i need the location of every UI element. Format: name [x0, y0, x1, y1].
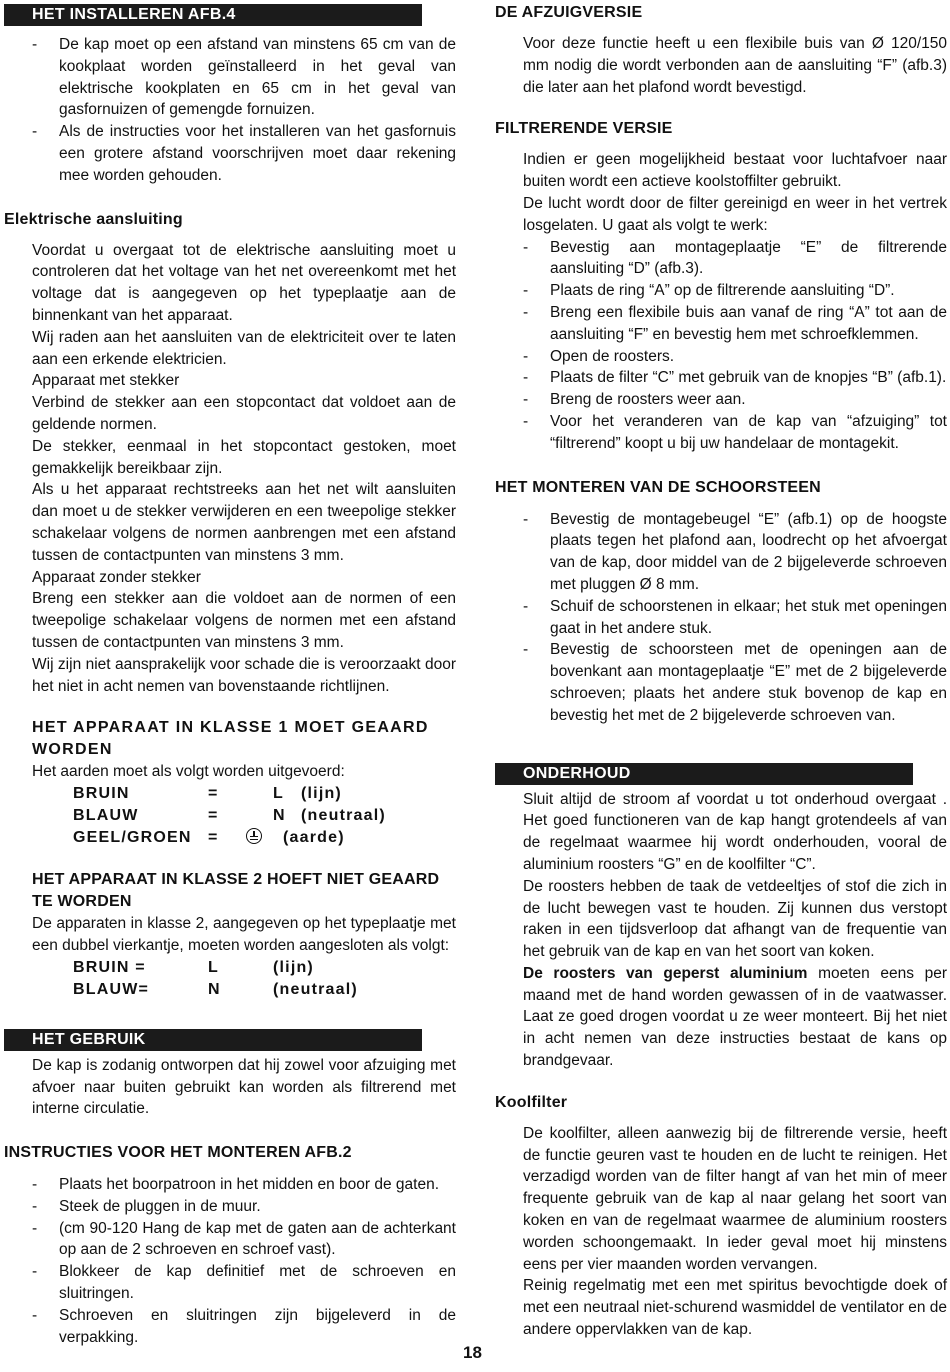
paragraph: Reinig regelmatig met een met spiritus bevochtigde doek of met een neutraal niet-schurend wasmiddel de ventilator en de andere oppervlakken van de kap.	[523, 1277, 947, 1339]
list-item: - De kap moet op een afstand van minstens 65 cm van de kookplaat worden geïnstalleerd in het geval van elektrische kookplaten en 65 cm in het geval van gasfornuizen of gemengde fornuizen.	[4, 34, 456, 121]
usage-heading: HET GEBRUIK	[4, 1029, 422, 1051]
paragraph: Apparaat zonder stekker	[32, 568, 201, 586]
right-column	[495, 0, 947, 1341]
list-item: - Steek de pluggen in de muur.	[4, 1196, 456, 1218]
maintenance-heading: ONDERHOUD	[495, 763, 913, 785]
filtering-heading: FILTRERENDE VERSIE	[495, 120, 673, 138]
bold-phrase: De roosters van geperst aluminium	[523, 964, 808, 982]
list-item: - Schuif de schoorstenen in elkaar; het stuk met openingen gaat in het andere stuk.	[495, 596, 947, 640]
list-item: - Bevestig aan montageplaatje “E” de filtrerende aansluiting “D” (afb.3).	[495, 237, 947, 281]
paragraph: Sluit altijd de stroom af voordat u tot onderhoud overgaat . Het goed functioneren van de kap hangt grotendeels af van de regelmaat waarmee hij wordt onderhouden, vooral de aluminium roosters “G” en de koolfilter “C”.	[523, 790, 947, 873]
paragraph: Als u het apparaat rechtstreeks aan het net wilt aansluiten dan moet u de stekker verwijderen en een tweepolige stekker schakelaar volgens de normen aanbrengen met een afstand tussen de contactpunten van minstens 3 mm.	[32, 481, 456, 564]
class2-table	[4, 957, 456, 1001]
table-row: BLAUW = N (neutraal)	[73, 807, 386, 825]
installing-list	[4, 34, 456, 187]
list-item: - Breng de roosters weer aan.	[495, 389, 947, 411]
usage-text: De kap is zodanig ontworpen dat hij zowel voor afzuiging met afvoer naar buiten gebruikt kan worden als filtrerend met interne circulatie.	[32, 1056, 456, 1118]
carbon-filter-heading: Koolfilter	[495, 1093, 568, 1111]
paragraph: De stekker, eenmaal in het stopcontact gestoken, moet gemakkelijk bereikbaar zijn.	[32, 437, 456, 477]
electrical-body	[4, 240, 456, 698]
carbon-filter-body	[495, 1123, 947, 1341]
list-item: - (cm 90-120 Hang de kap met de gaten aan de achterkant op aan de 2 schroeven en schroef vast).	[4, 1218, 456, 1262]
table-row: GEEL/GROEN = (aarde)	[73, 829, 345, 847]
paragraph: Voordat u overgaat tot de elektrische aansluiting moet u controleren dat het voltage van het net overeenkomt met het voltage dat is aangegeven op het typeplaatje aan de binnenkant van het apparaat.	[32, 241, 456, 324]
paragraph: De lucht wordt door de filter gereinigd en weer in het vertrek losgelaten. U gaat als volgt te werk:	[523, 194, 947, 234]
class2-section	[4, 869, 456, 1001]
table-row: BLAUW= N (neutraal)	[73, 980, 358, 998]
class2-heading: HET APPARAAT IN KLASSE 2 HOEFT NIET GEAARD TE WORDEN	[32, 871, 440, 911]
list-item: - Voor het veranderen van de kap van “afzuiging” tot “filtrerend” koopt u bij uw handelaar de montagekit.	[495, 411, 947, 455]
paragraph: Breng een stekker aan die voldoet aan de normen of een tweepolige schakelaar volgens de normen met een afstand tussen de contactpunten van minstens 3 mm.	[32, 590, 456, 651]
page-number: 18	[463, 1343, 482, 1362]
extraction-text: Voor deze functie heeft u een flexibile buis van Ø 120/150 mm nodig die wordt verbonden aan de aansluiting “F” (afb.3) die later aan het plafond wordt bevestigd.	[523, 35, 947, 96]
earth-ground-icon	[246, 828, 262, 844]
paragraph: De roosters hebben de taak de vetdeeltjes of stof die zich in de lucht bewegen vast te houden. Zij kunnen dus verstopt raken in een tijdsverloop dat afhangt van de frequentie van het gebruik van de kap en van het soort van koken.	[523, 877, 947, 961]
electrical-heading: Elektrische aansluiting	[4, 210, 183, 228]
installing-heading: HET INSTALLEREN AFB.4	[4, 4, 422, 26]
class1-table	[4, 783, 456, 849]
paragraph: De roosters van geperst aluminium moeten eens per maand met de hand worden gewassen of in de vaatwasser. Laat ze goed drogen voordat u ze weer monteert. Bij het niet in acht nemen van deze instructies bestaat de kans op brandgevaar.	[523, 964, 947, 1070]
table-row: BRUIN = L (lijn)	[73, 958, 314, 976]
table-row: BRUIN = L (lijn)	[73, 785, 342, 803]
list-item: - Schroeven en sluitringen zijn bijgeleverd in de verpakking.	[4, 1305, 456, 1349]
list-item: - Breng een flexibile buis aan vanaf de ring “A” tot aan de aansluiting “F” en bevestig hem met schroefklemmen.	[495, 302, 947, 346]
filtering-body	[495, 149, 947, 236]
list-item: - Bevestig de montagebeugel “E” (afb.1) op de hoogste plaats tegen het plafond aan, loodrecht op het afvoergat van de kap, door middel van de 2 bijgeleverde schroeven met pluggen Ø 8 mm.	[495, 509, 947, 596]
mounting-list	[4, 1174, 456, 1348]
list-item: - Bevestig de schoorsteen met de openingen aan de bovenkant aan montageplaatje “E” met de 2 bijgeleverde schroeven; plaats het andere stuk bovenop de kap en bevestig het met de 2 bijgeleverde schroeven van.	[495, 639, 947, 726]
chimney-list	[495, 509, 947, 727]
list-item: - Open de roosters.	[495, 346, 947, 368]
paragraph: Wij zijn niet aansprakelijk voor schade die is veroorzaakt door het niet in acht nemen van bovenstaande richtlijnen.	[32, 655, 456, 695]
filtering-list	[495, 237, 947, 455]
paragraph: Indien er geen mogelijkheid bestaat voor luchtafvoer naar buiten wordt een actieve koolstoffilter gebruikt.	[523, 151, 947, 191]
list-item: - Blokkeer de kap definitief met de schroeven en sluitringen.	[4, 1261, 456, 1305]
list-item: - Plaats het boorpatroon in het midden en boor de gaten.	[4, 1174, 456, 1196]
class1-section	[4, 717, 456, 849]
list-item: - Plaats de filter “C” met gebruik van de knopjes “B” (afb.1).	[495, 367, 947, 389]
maintenance-body	[495, 789, 947, 1072]
paragraph: Apparaat met stekker	[32, 372, 180, 390]
left-column	[4, 0, 456, 1348]
list-item: - Plaats de ring “A” op de filtrerende aansluiting “D”.	[495, 280, 947, 302]
paragraph: De koolfilter, alleen aanwezig bij de filtrerende versie, heeft de functie geuren vast te houden en de lucht te reinigen. Het verzadigd worden van de filter hangt af van het min of meer frequente gebruik van de kap al naar gelang het soort van koken en van de regelmaat waarmee de aluminium roosters worden schoongemaakt. In ieder geval moet hij minstens eens per vier maanden worden vervangen.	[523, 1124, 947, 1273]
mounting-heading: INSTRUCTIES VOOR HET MONTEREN AFB.2	[4, 1144, 352, 1162]
class1-intro: Het aarden moet als volgt worden uitgevoerd:	[32, 763, 345, 781]
extraction-heading: DE AFZUIGVERSIE	[495, 4, 643, 21]
class2-intro: De apparaten in klasse 2, aangegeven op het typeplaatje met een dubbel vierkantje, moeten worden aangesloten als volgt:	[32, 915, 456, 954]
chimney-heading: HET MONTEREN VAN DE SCHOORSTEEN	[495, 478, 821, 496]
paragraph: Wij raden aan het aansluiten van de elektriciteit over te laten aan een erkende elektricien.	[32, 328, 456, 368]
paragraph: Verbind de stekker aan een stopcontact dat voldoet aan de geldende normen.	[32, 394, 456, 433]
list-item: - Als de instructies voor het installeren van het gasfornuis een grotere afstand voorschrijven moet daar rekening mee worden gehouden.	[4, 121, 456, 186]
class1-heading: HET APPARAAT IN KLASSE 1 MOET GEAARD WORDEN	[32, 719, 429, 759]
